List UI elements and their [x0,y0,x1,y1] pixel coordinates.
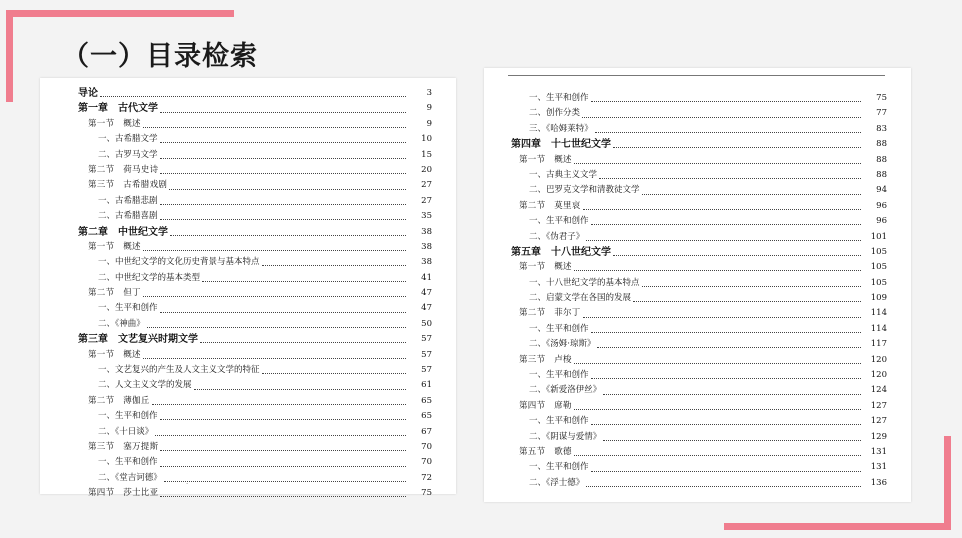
toc-entry-leader [529,383,861,398]
toc-entry-label: 二、古希腊喜剧 [98,211,158,222]
toc-entry-leader [98,301,406,316]
toc-entry-page-number: 83 [876,123,887,134]
toc-entry-label: 一、生平和创作 [98,303,158,314]
toc-entry-leader [88,117,406,132]
toc-entry-label: 二、创作分类 [529,108,581,119]
toc-entry-label: 第二节 荷马史诗 [88,164,159,175]
toc-entry-leader [511,137,861,152]
dot-leader [164,481,406,482]
toc-entry-section [484,199,911,214]
toc-entry-section [40,240,456,255]
dot-leader [143,127,406,128]
toc-entry-label: 第一节 概述 [519,262,572,273]
toc-entry-section [484,353,911,368]
toc-entry-page-number: 127 [870,400,887,411]
toc-entry-item [484,106,911,121]
toc-entry-page-number: 9 [426,118,432,129]
toc-entry-leader [529,91,861,106]
toc-entry-leader [98,378,406,393]
toc-entry-label: 三、《哈姆莱特》 [529,123,593,134]
dot-leader [202,281,406,282]
toc-entry-label: 一、生平和创作 [529,416,589,427]
dot-leader [194,389,406,390]
toc-entry-page-number: 70 [421,441,432,452]
toc-entry-item [40,409,456,424]
dot-leader [155,435,406,436]
toc-entry-label: 二、《新爱洛伊丝》 [529,385,602,396]
toc-entry-label: 二、《阴谋与爱情》 [529,431,602,442]
toc-entry-leader [78,86,406,101]
dot-leader [586,486,861,487]
dot-leader [591,424,861,425]
toc-entry-page-number: 120 [870,370,887,381]
toc-entry-leader [88,240,406,255]
dot-leader [633,301,861,302]
toc-entry-leader [529,460,861,475]
toc-entry-label: 一、古希腊悲剧 [98,195,158,206]
toc-entry-page-number: 72 [421,472,432,483]
toc-entry-item [484,337,911,352]
dot-leader [147,327,406,328]
toc-entry-page-number: 105 [870,277,887,288]
dot-leader [574,455,861,456]
toc-entry-label: 二、中世纪文学的基本类型 [98,272,201,283]
accent-bar-top-left [6,10,234,17]
dot-leader [603,440,861,441]
toc-entry-label: 一、生平和创作 [529,93,589,103]
toc-entry-chapter [484,245,911,260]
toc-entry-page-number: 67 [421,426,432,437]
toc-entry-leader [529,291,861,306]
toc-entry-page-number: 101 [870,231,887,242]
toc-entry-label: 一、古希腊文学 [98,134,158,145]
toc-entry-page-number: 35 [421,211,432,222]
dot-leader [170,235,406,236]
toc-entry-page-number: 124 [870,385,887,396]
dot-leader [160,312,406,313]
toc-entry-item [40,317,456,332]
toc-entry-page-number: 105 [870,262,887,273]
toc-entry-leader [98,209,406,224]
toc-entry-page-number: 15 [421,149,432,160]
toc-entry-label: 第二节 薄伽丘 [88,395,150,406]
toc-entry-leader [529,122,861,137]
toc-entry-page-number: 38 [421,226,432,237]
toc-entry-page-number: 50 [421,318,432,329]
toc-entry-label: 第五章 十八世纪文学 [511,246,611,258]
toc-entry-leader [519,306,861,321]
dot-leader [143,358,406,359]
dot-leader [613,147,861,148]
toc-entry-page-number: 75 [421,488,432,499]
toc-entry-page-number: 57 [421,349,432,360]
toc-entry-leader [98,194,406,209]
toc-entry-leader [511,245,861,260]
toc-entry-leader [98,317,406,332]
toc-entry-leader [519,153,861,168]
toc-entry-chapter [40,101,456,116]
toc-list-left [40,86,456,502]
toc-entry-leader [98,425,406,440]
dot-leader [591,471,861,472]
toc-entry-leader [98,409,406,424]
toc-entry-label: 第一节 概述 [88,349,141,360]
toc-entry-item [484,430,911,445]
page-header-rule [508,75,885,76]
toc-entry-label: 第二节 菲尔丁 [519,308,581,319]
toc-entry-leader [519,445,861,460]
toc-entry-page-number: 129 [870,431,887,442]
toc-entry-leader [529,414,861,429]
dot-leader [152,404,406,405]
toc-entry-page-number: 57 [421,365,432,376]
toc-entry-leader [529,337,861,352]
dot-leader [169,189,406,190]
dot-leader [200,342,406,343]
toc-entry-item [40,271,456,286]
dot-leader [160,112,406,113]
toc-entry-label: 一、古典主义文学 [529,169,598,180]
toc-entry-leader [519,399,861,414]
toc-entry-leader [88,440,406,455]
toc-entry-leader [529,322,861,337]
toc-entry-page-number: 41 [421,272,432,283]
toc-entry-label: 一、生平和创作 [529,462,589,473]
toc-list-right [484,91,911,491]
dot-leader [160,450,406,451]
toc-entry-leader [78,101,406,116]
dot-leader [642,286,861,287]
dot-leader [160,173,406,174]
toc-entry-item [484,291,911,306]
toc-entry-leader [78,225,406,240]
dot-leader [160,204,406,205]
toc-entry-leader [529,430,861,445]
toc-entry-chapter [40,225,456,240]
accent-bar-bottom-right [724,523,951,530]
toc-entry-label: 第二章 中世纪文学 [78,226,168,238]
toc-entry-item [484,368,911,383]
dot-leader [574,270,861,271]
toc-entry-page-number: 127 [870,416,887,427]
toc-entry-page-number: 88 [876,169,887,180]
toc-entry-page-number: 9 [426,103,432,114]
toc-entry-item [40,132,456,147]
toc-entry-section [484,445,911,460]
toc-entry-page-number: 65 [421,395,432,406]
toc-entry-page-number: 114 [870,308,887,319]
dot-leader [591,332,861,333]
dot-leader [591,101,861,102]
toc-entry-item [484,183,911,198]
toc-entry-label: 导论 [78,88,98,99]
toc-entry-section [40,440,456,455]
page-footer-mark: · [186,480,189,488]
dot-leader [262,265,406,266]
toc-entry-intro [40,86,456,101]
toc-entry-leader [529,276,861,291]
toc-entry-label: 二、巴罗克文学和清教徒文学 [529,185,640,196]
dot-leader [613,255,861,256]
toc-entry-page-number: 105 [870,246,887,257]
toc-entry-item [484,91,911,106]
toc-entry-label: 一、十八世纪文学的基本特点 [529,277,640,288]
toc-entry-label: 二、《神曲》 [98,318,145,329]
toc-entry-page-number: 88 [876,154,887,165]
toc-entry-leader [98,148,406,163]
toc-entry-page-number: 75 [876,93,887,103]
toc-entry-label: 一、中世纪文学的文化历史背景与基本特点 [98,257,260,268]
toc-entry-item [484,168,911,183]
toc-entry-leader [88,394,406,409]
toc-entry-item [40,194,456,209]
toc-entry-leader [88,178,406,193]
toc-entry-label: 二、古罗马文学 [98,149,158,160]
toc-entry-page-number: 94 [876,185,887,196]
toc-entry-leader [98,255,406,270]
dot-leader [586,240,861,241]
dot-leader [574,363,861,364]
dot-leader [574,163,861,164]
toc-entry-label: 二、《伪君子》 [529,231,585,242]
toc-entry-label: 第一章 古代文学 [78,103,158,115]
toc-entry-section [484,153,911,168]
toc-entry-leader [98,455,406,470]
toc-entry-page-number: 57 [421,334,432,345]
dot-leader [262,373,406,374]
accent-bar-left-vertical [6,10,13,102]
toc-entry-item [484,122,911,137]
toc-entry-item [484,383,911,398]
toc-entry-leader [519,199,861,214]
toc-entry-page-number: 88 [876,139,887,150]
toc-entry-item [484,476,911,491]
toc-entry-label: 第二节 但丁 [88,288,141,299]
dot-leader [143,250,406,251]
dot-leader [597,347,861,348]
toc-entry-page-number: 131 [870,462,887,473]
toc-entry-page-number: 70 [421,457,432,468]
toc-entry-page-number: 27 [421,180,432,191]
toc-entry-page-number: 47 [421,288,432,299]
toc-page-left [40,78,456,499]
dot-leader [591,224,861,225]
toc-entry-leader [98,271,406,286]
toc-entry-section [40,394,456,409]
toc-entry-page-number: 136 [870,477,887,488]
toc-entry-label: 二、人文主义文学的发展 [98,380,192,391]
toc-entry-item [40,363,456,378]
toc-entry-label: 第四节 莎士比亚 [88,488,159,499]
toc-entry-item [40,148,456,163]
toc-entry-leader [519,260,861,275]
toc-entry-leader [78,332,406,347]
toc-entry-section [40,348,456,363]
toc-entry-leader [529,168,861,183]
toc-entry-item [40,425,456,440]
toc-entry-page-number: 96 [876,200,887,211]
toc-entry-page-number: 96 [876,216,887,227]
toc-entry-label: 二、《堂吉诃德》 [98,472,162,483]
dot-leader [582,117,861,118]
toc-entry-label: 二、《十日谈》 [98,426,154,437]
toc-entry-label: 一、生平和创作 [98,411,158,422]
toc-entry-leader [98,363,406,378]
toc-entry-leader [529,183,861,198]
toc-entry-leader [529,476,861,491]
toc-entry-chapter [484,137,911,152]
dot-leader [599,178,861,179]
toc-entry-item [40,471,456,486]
toc-entry-leader [88,348,406,363]
toc-entry-item [40,455,456,470]
dot-leader [160,158,406,159]
toc-entry-item [484,322,911,337]
toc-entry-label: 第三节 塞万提斯 [88,441,159,452]
dot-leader [100,96,406,97]
toc-entry-label: 二、《汤姆·琼斯》 [529,339,596,350]
toc-entry-label: 一、生平和创作 [529,323,589,334]
toc-entry-page-number: 20 [421,164,432,175]
toc-entry-chapter [40,332,456,347]
toc-page-right [484,68,911,502]
toc-entry-item [40,378,456,393]
toc-entry-page-number: 109 [870,293,887,304]
toc-entry-label: 第四节 席勒 [519,400,572,411]
toc-entry-item [40,209,456,224]
dot-leader [603,394,861,395]
toc-entry-page-number: 77 [876,108,887,119]
toc-entry-leader [529,230,861,245]
dot-leader [583,317,861,318]
dot-leader [591,378,861,379]
toc-entry-item [484,460,911,475]
toc-entry-section [40,117,456,132]
dot-leader [595,132,861,133]
toc-entry-leader [529,368,861,383]
toc-entry-leader [529,106,861,121]
toc-entry-page-number: 131 [870,446,887,457]
toc-entry-leader [88,163,406,178]
dot-leader [574,409,861,410]
toc-entry-page-number: 61 [421,380,432,391]
toc-entry-leader [529,214,861,229]
toc-entry-item [484,276,911,291]
slide-title: （一）目录检索 [62,41,258,72]
toc-entry-section [484,399,911,414]
toc-entry-label: 一、生平和创作 [529,370,589,381]
toc-entry-section [40,486,456,501]
toc-entry-section [484,306,911,321]
toc-entry-leader [98,471,406,486]
toc-entry-section [484,260,911,275]
toc-entry-page-number: 38 [421,241,432,252]
toc-entry-leader [519,353,861,368]
dot-leader [143,296,406,297]
toc-entry-leader [88,486,406,501]
toc-entry-label: 第三节 卢梭 [519,354,572,365]
toc-entry-section [40,286,456,301]
toc-entry-page-number: 120 [870,354,887,365]
toc-entry-page-number: 38 [421,257,432,268]
toc-entry-leader [98,132,406,147]
toc-entry-label: 一、生平和创作 [529,216,589,227]
dot-leader [160,142,406,143]
toc-entry-item [484,230,911,245]
dot-leader [160,219,406,220]
toc-entry-label: 第二节 莫里哀 [519,200,581,211]
toc-entry-label: 第五节 歌德 [519,446,572,457]
toc-entry-page-number: 47 [421,303,432,314]
accent-bar-right-vertical [944,436,951,530]
toc-entry-page-number: 10 [421,134,432,145]
toc-entry-label: 第一节 概述 [519,154,572,165]
toc-entry-section [40,163,456,178]
toc-entry-item [484,214,911,229]
toc-entry-page-number: 27 [421,195,432,206]
toc-entry-item [40,255,456,270]
toc-entry-item [484,414,911,429]
toc-entry-label: 第三节 古希腊戏剧 [88,180,168,191]
dot-leader [583,209,861,210]
toc-entry-page-number: 114 [870,323,887,334]
toc-entry-page-number: 65 [421,411,432,422]
toc-entry-label: 一、文艺复兴的产生及人文主义文学的特征 [98,365,260,376]
dot-leader [160,466,406,467]
toc-entry-label: 第四章 十七世纪文学 [511,139,611,151]
toc-entry-leader [88,286,406,301]
toc-entry-item [40,301,456,316]
toc-entry-label: 第三章 文艺复兴时期文学 [78,334,198,346]
toc-entry-label: 第一节 概述 [88,118,141,129]
toc-entry-label: 第一节 概述 [88,241,141,252]
toc-entry-label: 二、启蒙文学在各国的发展 [529,293,632,304]
toc-entry-label: 二、《浮士德》 [529,477,585,488]
dot-leader [642,194,861,195]
toc-entry-section [40,178,456,193]
dot-leader [160,496,406,497]
toc-entry-page-number: 117 [870,339,887,350]
toc-entry-page-number: 3 [426,88,432,98]
toc-entry-label: 一、生平和创作 [98,457,158,468]
dot-leader [160,419,406,420]
